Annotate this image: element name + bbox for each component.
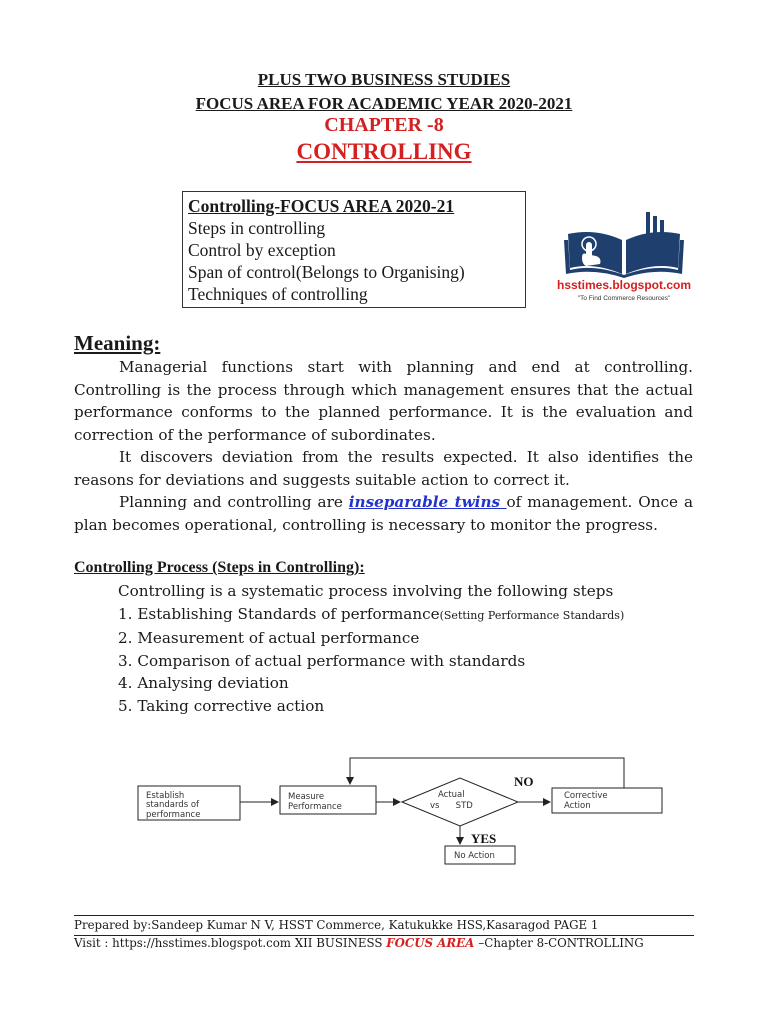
meaning-heading: Meaning: [74, 331, 161, 355]
step-text: 1. Establishing Standards of performance [118, 604, 440, 623]
flow-label: standards of [146, 800, 200, 810]
flow-label: Action [564, 801, 591, 811]
process-step-4: 4. Analysing deviation [118, 674, 289, 692]
meaning-paragraph-1: Managerial functions start with planning and end at controlling. Controlling is the process through which management ensures that the actual performance conforms to the planned performance. It is the evaluation and correction of the performance of subordinates. [74, 358, 693, 444]
paragraph-text: of management. Once a plan becomes operational, controlling is necessary to monitor the progress. [74, 493, 694, 534]
flow-label: vs STD [430, 801, 473, 811]
no-branch-label: NO [514, 774, 534, 789]
footer-rule [74, 915, 694, 916]
process-step-2: 2. Measurement of actual performance [118, 629, 420, 647]
process-step-1 [118, 603, 624, 628]
controlling-process-flowchart [130, 748, 670, 873]
focus-item: Techniques of controlling [188, 284, 368, 304]
focus-item: Span of control(Belongs to Organising) [188, 262, 465, 282]
feedback-loop-arrow [350, 758, 624, 788]
flow-label: Measure [288, 792, 325, 802]
paragraph-text: Planning and controlling are [119, 493, 349, 511]
focus-item: Steps in controlling [188, 218, 326, 238]
chapter-title: CONTROLLING [296, 139, 472, 164]
doc-heading-line1: PLUS TWO BUSINESS STUDIES [257, 70, 511, 89]
yes-branch-label: YES [471, 831, 497, 846]
flow-label: Actual [438, 790, 465, 800]
process-step-5: 5. Taking corrective action [118, 696, 325, 715]
chapter-label: CHAPTER -8 [324, 114, 444, 136]
meaning-paragraph-3 [74, 491, 693, 536]
footer-accent: FOCUS AREA [386, 936, 479, 950]
focus-area-box [182, 191, 526, 308]
flow-label: Corrective [564, 791, 608, 801]
focus-area-title: Controlling-FOCUS AREA 2020-21 [188, 196, 455, 216]
footer-text: –Chapter 8-CONTROLLING [478, 936, 644, 950]
step-note: (Setting Performance Standards) [439, 608, 625, 622]
process-steps [118, 580, 624, 717]
process-step-3: 3. Comparison of actual performance with standards [118, 651, 526, 670]
logo-tagline: "To Find Commerce Resources" [577, 295, 671, 302]
meaning-paragraph-2: It discovers deviation from the results expected. It also identifies the reasons for deviations and suggests suitable action to correct it. [74, 448, 693, 489]
focus-item: Control by exception [188, 240, 336, 260]
flow-label: Performance [288, 802, 342, 812]
footer-text: Visit : https://hsstimes.blogspot.com XII BUSINESS [74, 936, 387, 950]
process-intro: Controlling is a systematic process involving the following steps [118, 582, 614, 600]
flow-label: No Action [454, 851, 495, 861]
footer-line-2 [74, 936, 694, 950]
inseparable-twins-link[interactable]: inseparable twins [348, 493, 507, 511]
footer-line-1: Prepared by:Sandeep Kumar N V, HSST Commerce, Katukukke HSS,Kasaragod PAGE 1 [74, 918, 599, 932]
process-heading: Controlling Process (Steps in Controlling): [74, 559, 365, 576]
logo-site-name: hsstimes.blogspot.com [556, 278, 692, 292]
flow-label: Establish [146, 791, 185, 801]
doc-heading-line2: FOCUS AREA FOR ACADEMIC YEAR 2020-2021 [195, 94, 573, 113]
flow-label: performance [146, 810, 201, 820]
